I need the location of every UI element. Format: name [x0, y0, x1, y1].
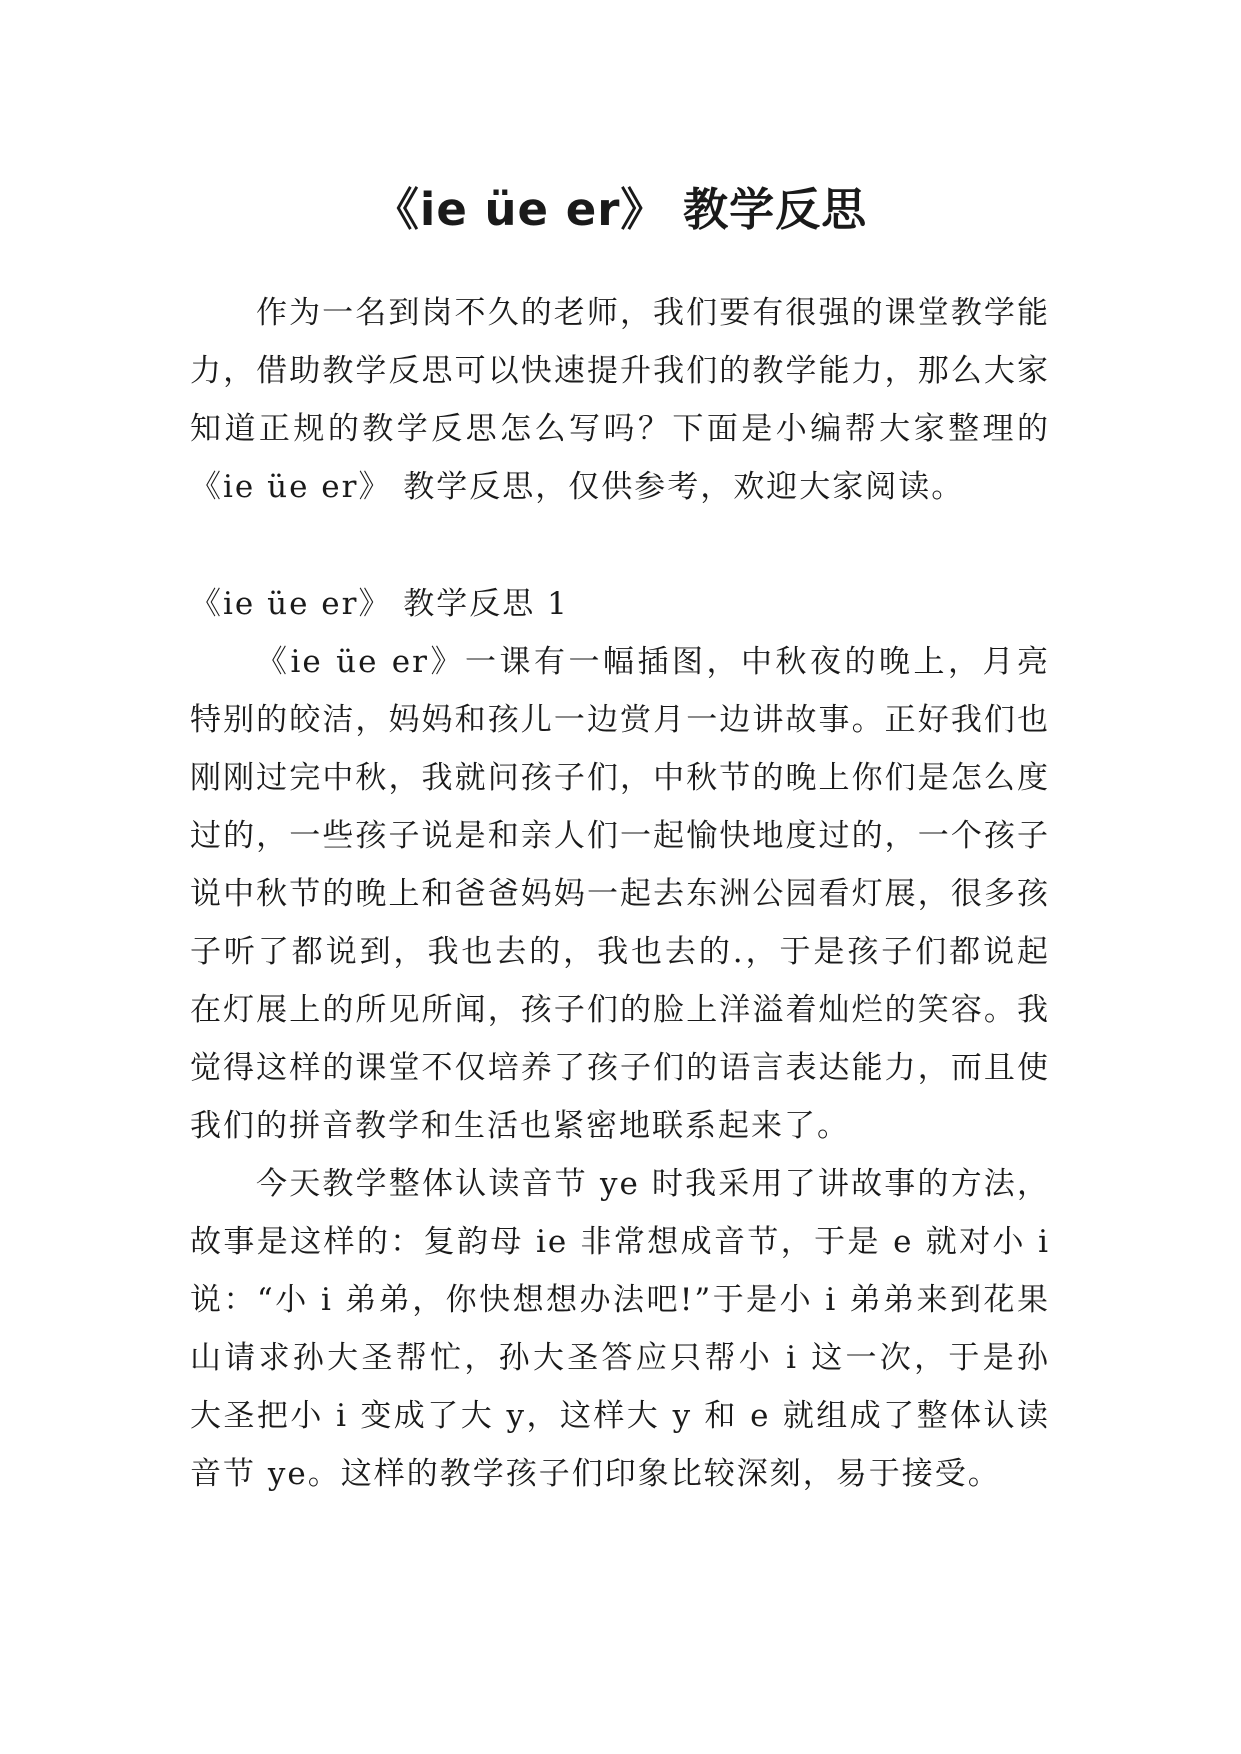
intro-paragraph: 作为一名到岗不久的老师，我们要有很强的课堂教学能力，借助教学反思可以快速提升我们的教学能力，那么大家知道正规的教学反思怎么写吗？下面是小编帮大家整理的《ie üe er》 教学反思，仅供参考，欢迎大家阅读。	[190, 295, 1050, 505]
document-title: 《ie üe er》 教学反思	[373, 183, 868, 237]
intro-block	[190, 284, 1050, 516]
section-1	[190, 575, 1050, 1503]
section-paragraph: 《ie üe er》一课有一幅插图，中秋夜的晚上，月亮特别的皎洁，妈妈和孩儿一边赏月一边讲故事。正好我们也刚刚过完中秋，我就问孩子们，中秋节的晚上你们是怎么度过的，一些孩子说是和亲人们一起愉快地度过的，一个孩子说中秋节的晚上和爸爸妈妈一起去东洲公园看灯展，很多孩子听了都说到，我也去的，我也去的.，于是孩子们都说起在灯展上的所见所闻，孩子们的脸上洋溢着灿烂的笑容。我觉得这样的课堂不仅培养了孩子们的语言表达能力，而且使我们的拼音教学和生活也紧密地联系起来了。	[190, 644, 1050, 1144]
section-paragraph: 今天教学整体认读音节 ye 时我采用了讲故事的方法，故事是这样的：复韵母 ie 非常想成音节，于是 e 就对小 i 说：“小 i 弟弟，你快想想办法吧!”于是小 i 弟弟来到花果山请求孙大圣帮忙，孙大圣答应只帮小 i 这一次，于是孙大圣把小 i 变成了大 y，这样大 y 和 e 就组成了整体认读音节 ye。这样的教学孩子们印象比较深刻，易于接受。	[190, 1166, 1050, 1492]
section-heading: 《ie üe er》 教学反思 1	[190, 586, 569, 622]
